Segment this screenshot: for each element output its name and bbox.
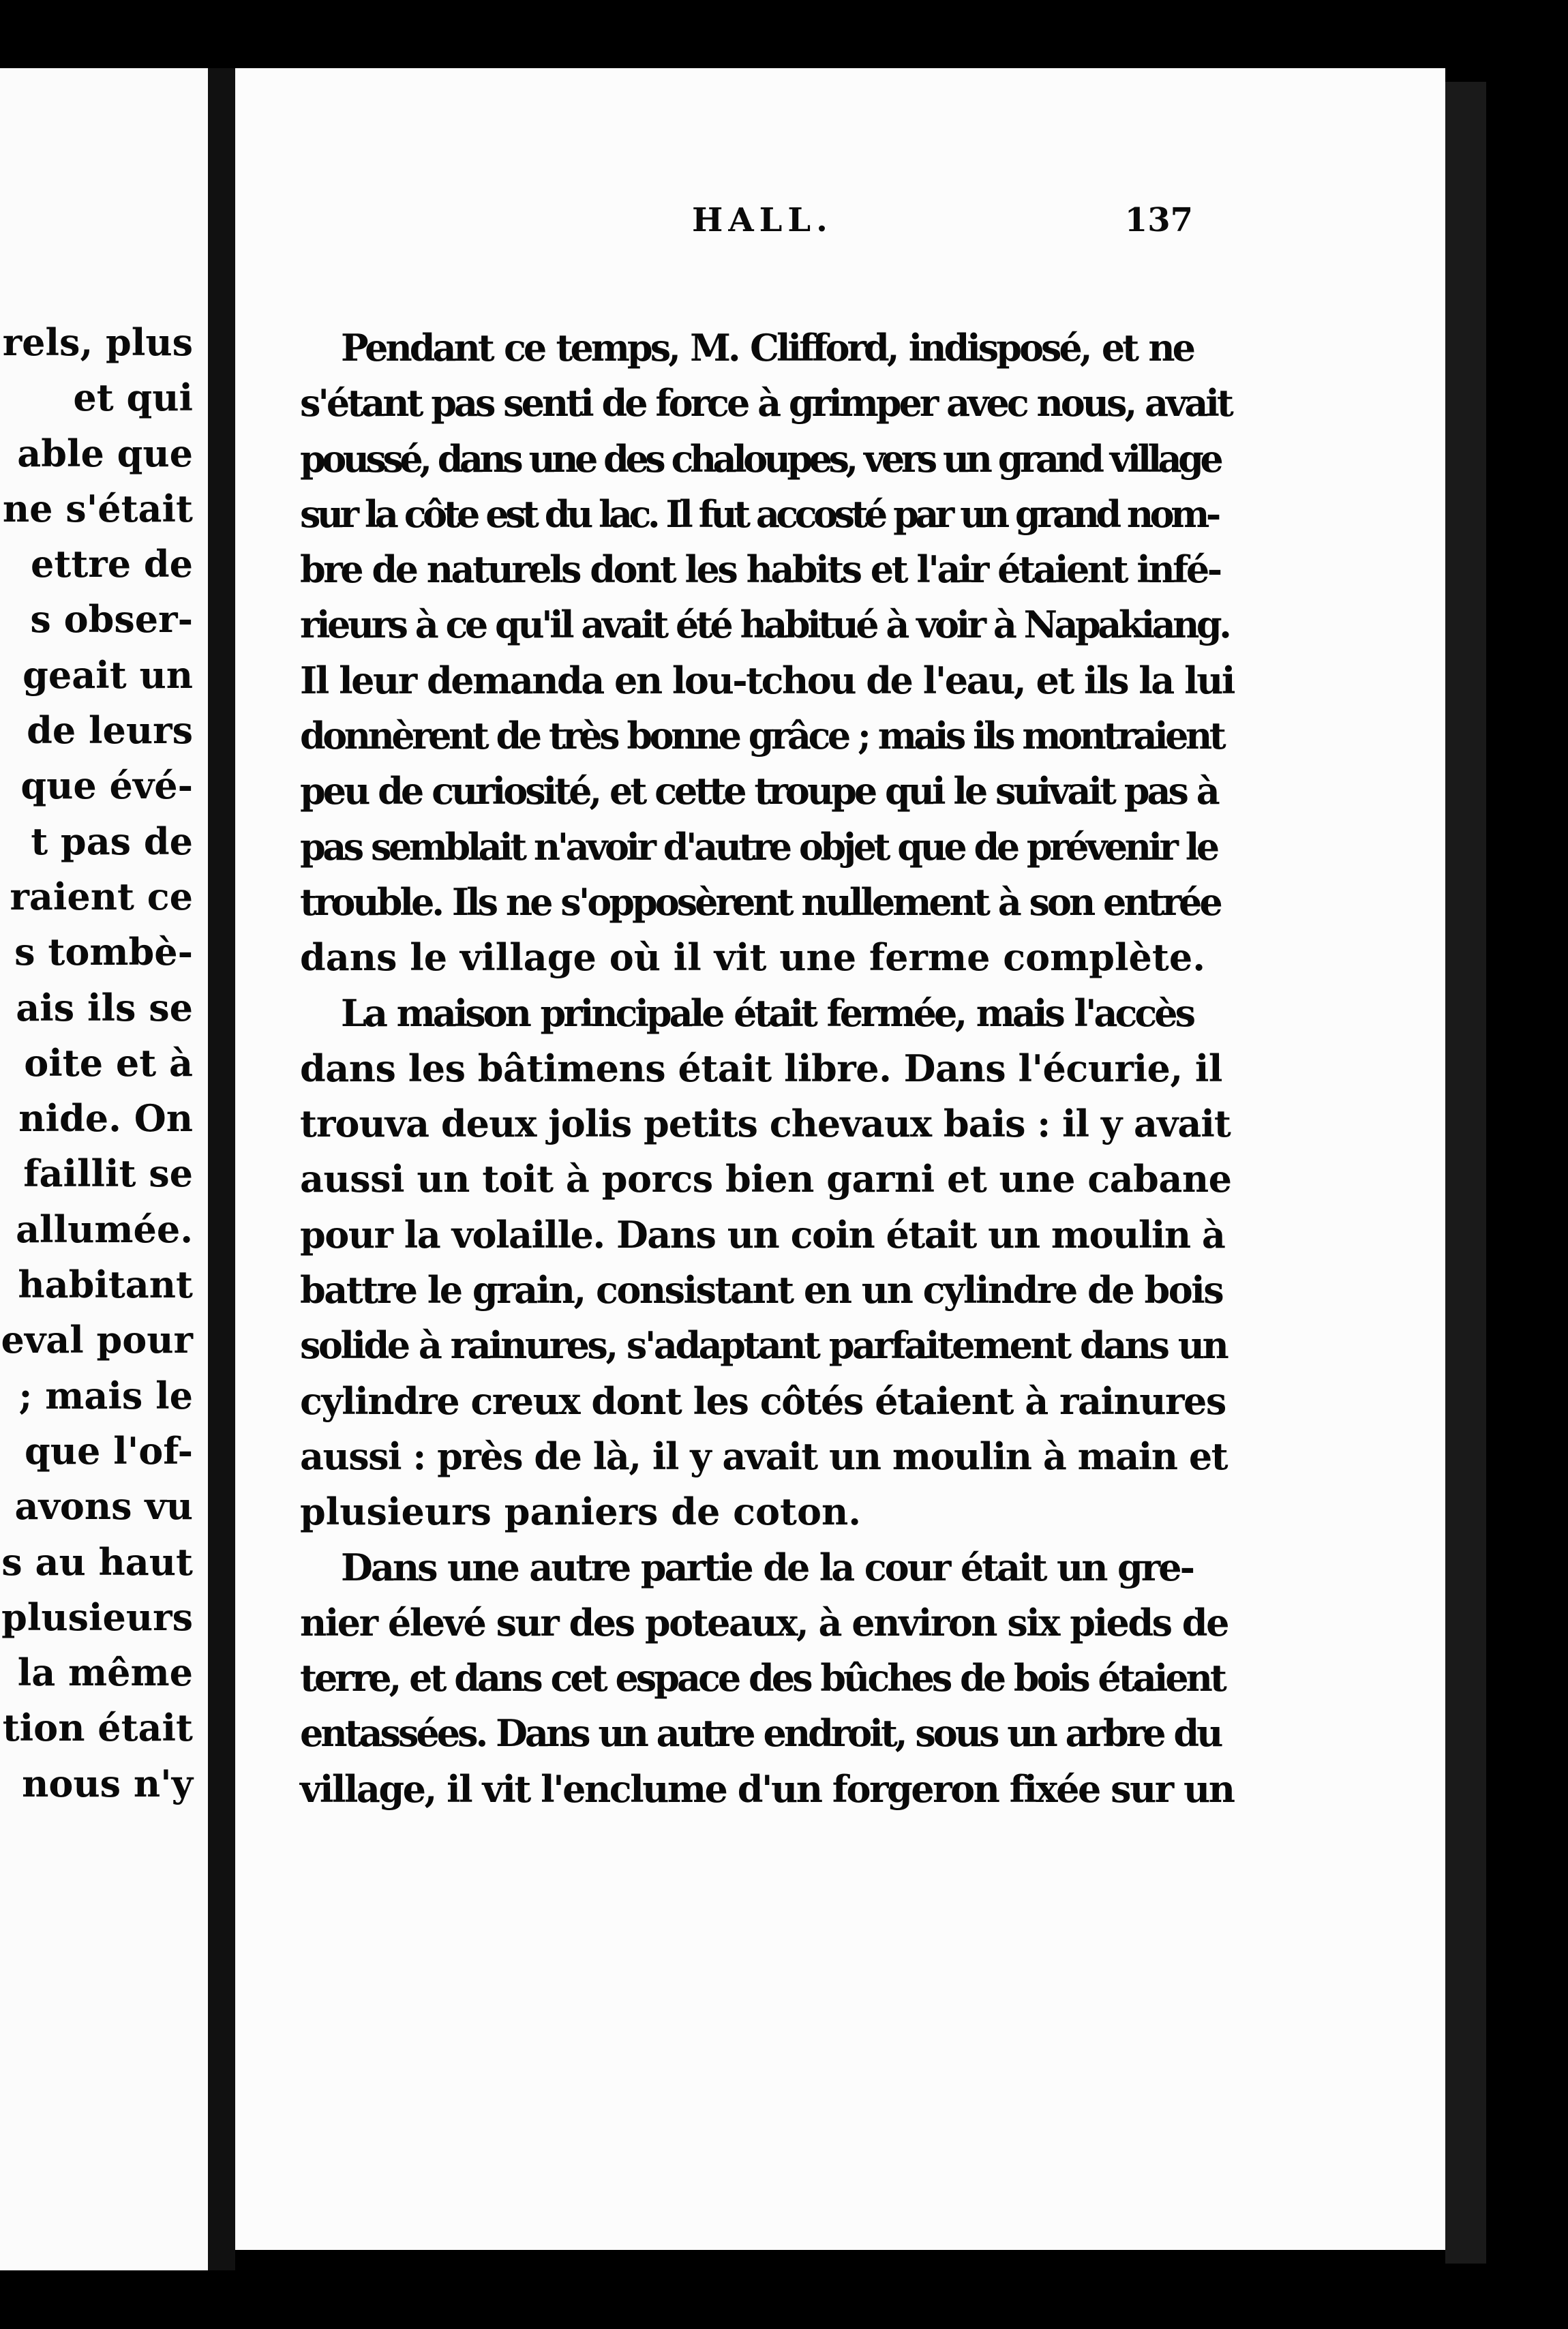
facing-page-line: ais ils se xyxy=(16,985,193,1030)
facing-page-line: s au haut xyxy=(1,1539,193,1584)
facing-page-line: avons vu xyxy=(14,1484,193,1529)
facing-page xyxy=(0,68,208,2270)
text-line: bre de naturels dont les habits et l'air étaient infé- xyxy=(300,547,1220,592)
text-line: pas semblait n'avoir d'autre objet que de prévenir le xyxy=(300,824,1217,869)
text-line: Pendant ce temps, M. Clifford, indisposé, et ne xyxy=(341,326,1193,370)
text-line: dans les bâtimens était libre. Dans l'écurie, il xyxy=(300,1046,1222,1090)
text-line: s'étant pas senti de force à grimper avec nous, avait xyxy=(300,381,1231,425)
paragraph xyxy=(300,320,1234,986)
paragraph xyxy=(300,986,1232,1540)
text-line: poussé, dans une des chaloupes, vers un grand village xyxy=(300,436,1220,481)
facing-page-line: raient ce xyxy=(10,874,193,918)
facing-page-line: la même xyxy=(17,1651,193,1695)
body-text xyxy=(300,320,1234,1817)
facing-page-line: que l'of- xyxy=(25,1428,193,1473)
text-line: La maison principale était fermée, mais l'accès xyxy=(341,991,1193,1035)
text-line: aussi : près de là, il y avait un moulin à main et xyxy=(300,1434,1228,1478)
text-line: pour la volaille. Dans un coin était un moulin à xyxy=(300,1212,1225,1257)
text-line: village, il vit l'enclume d'un forgeron fixée sur un xyxy=(300,1767,1234,1811)
facing-page-line: able que xyxy=(17,431,193,475)
facing-page-line: rels, plus xyxy=(2,320,193,364)
facing-page-line: de leurs xyxy=(27,708,193,753)
text-line: trouva deux jolis petits chevaux bais : il y avait xyxy=(300,1102,1231,1146)
running-head: HALL. xyxy=(692,201,833,239)
text-line: aussi un toit à porcs bien garni et une cabane xyxy=(300,1157,1232,1201)
facing-page-text xyxy=(0,315,193,1812)
text-line: peu de curiosité, et cette troupe qui le suivait pas à xyxy=(300,769,1218,813)
facing-page-line: ne s'était xyxy=(2,486,193,530)
text-line: cylindre creux dont les côtés étaient à rainures xyxy=(300,1379,1226,1423)
text-line: trouble. Ils ne s'opposèrent nullement à son entrée xyxy=(300,880,1220,924)
facing-page-line: tion était xyxy=(2,1706,193,1750)
text-line: sur la côte est du lac. Il fut accosté par un grand nom- xyxy=(300,492,1218,536)
facing-page-line: s obser- xyxy=(30,597,193,642)
facing-page-line: geait un xyxy=(22,652,193,697)
facing-page-line: allumée. xyxy=(16,1207,193,1251)
facing-page-line: eval pour xyxy=(1,1318,193,1362)
text-line: battre le grain, consistant en un cylindre de bois xyxy=(300,1268,1223,1312)
text-line: rieurs à ce qu'il avait été habitué à voir à Napakiang. xyxy=(300,603,1229,647)
page-edge xyxy=(1445,82,1486,2264)
facing-page-line: ettre de xyxy=(31,542,193,586)
page-number: 137 xyxy=(1124,201,1193,239)
facing-page-line: ; mais le xyxy=(18,1373,193,1417)
paragraph xyxy=(300,1540,1234,1817)
text-line: terre, et dans cet espace des bûches de bois étaient xyxy=(300,1656,1224,1700)
facing-page-line: et qui xyxy=(73,376,193,420)
text-line: Dans une autre partie de la cour était un gre- xyxy=(341,1545,1193,1589)
facing-page-line: s tombè- xyxy=(14,930,193,974)
facing-page-line: plusieurs xyxy=(1,1595,193,1639)
facing-page-line: nide. On xyxy=(18,1096,193,1141)
facing-page-line: faillit se xyxy=(23,1152,193,1196)
facing-page-line: oite et à xyxy=(24,1040,193,1085)
facing-page-line: t pas de xyxy=(31,819,193,863)
text-line: nier élevé sur des poteaux, à environ six pieds de xyxy=(300,1600,1228,1644)
text-line: solide à rainures, s'adaptant parfaitement dans un xyxy=(300,1323,1227,1368)
text-line: entassées. Dans un autre endroit, sous un arbre du xyxy=(300,1711,1221,1756)
text-line: plusieurs paniers de coton. xyxy=(300,1490,862,1534)
text-line: donnèrent de très bonne grâce ; mais ils montraient xyxy=(300,714,1224,758)
book-gutter xyxy=(208,68,235,2270)
text-line: dans le village où il vit une ferme complète. xyxy=(300,935,1206,980)
facing-page-line: nous n'y xyxy=(22,1761,193,1805)
page-header xyxy=(300,201,1193,249)
facing-page-line: habitant xyxy=(18,1263,193,1307)
text-line: Il leur demanda en lou-tchou de l'eau, et ils la lui xyxy=(300,658,1234,702)
facing-page-line: que évé- xyxy=(20,764,193,808)
